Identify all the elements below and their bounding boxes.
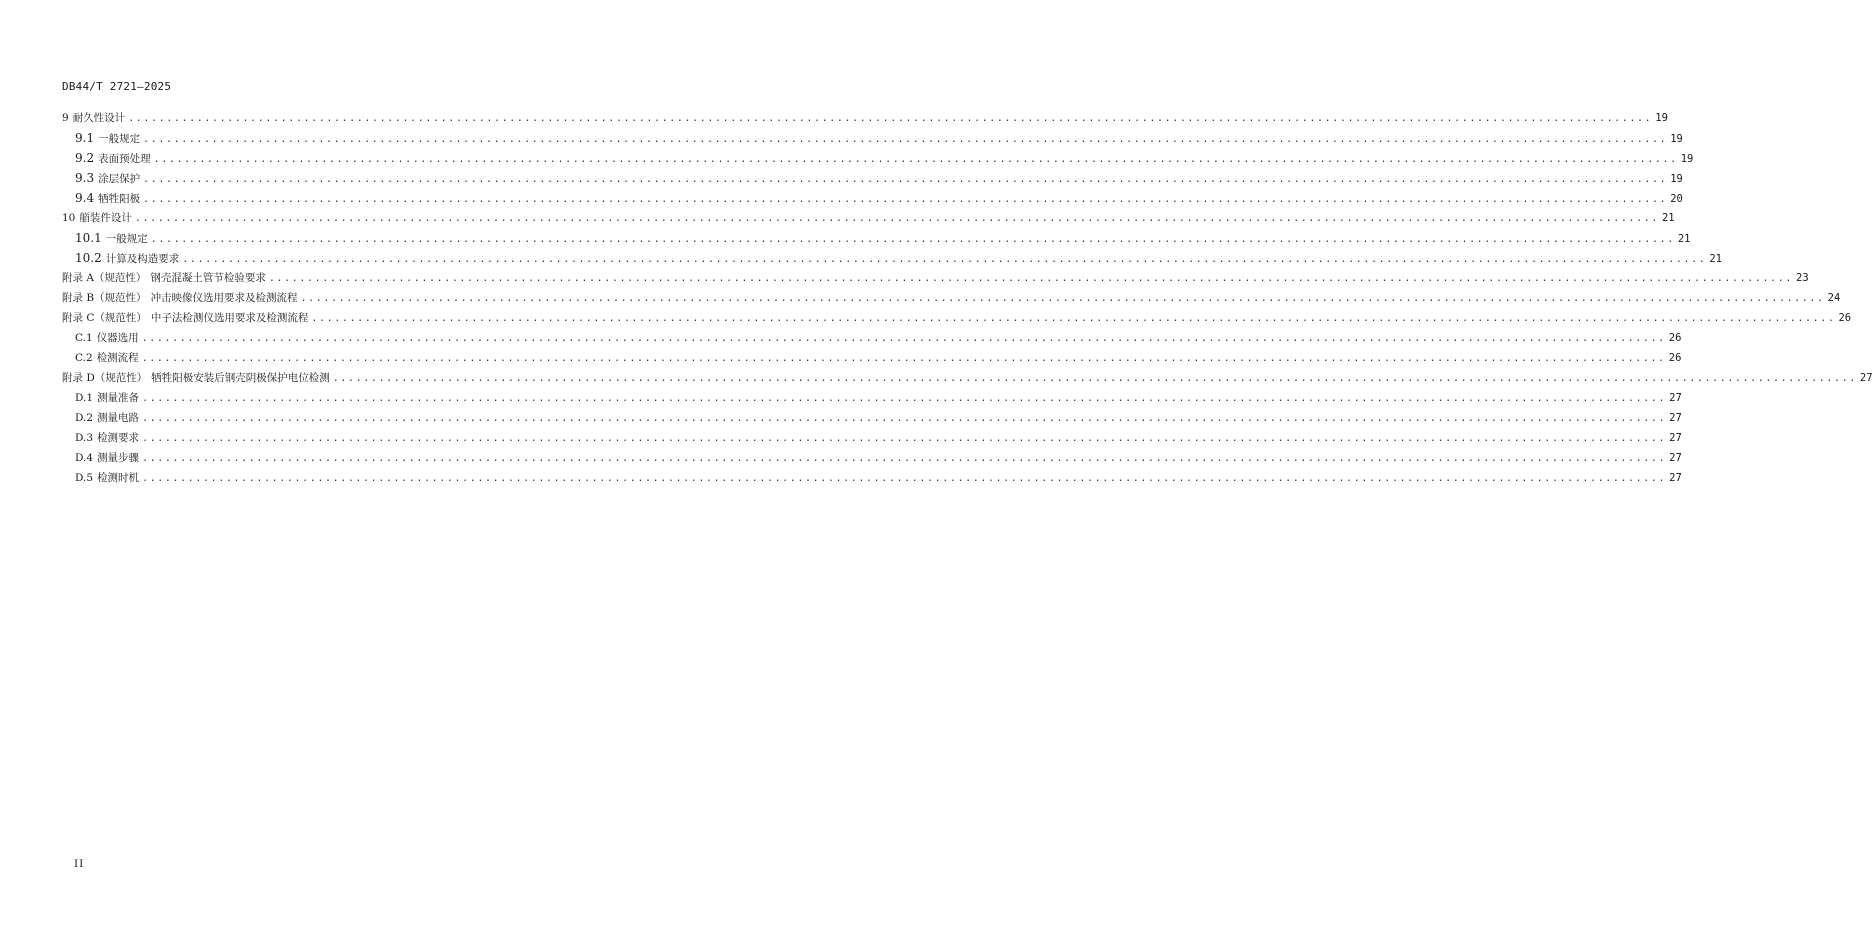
toc-entry-title: 检测要求 — [97, 432, 140, 444]
toc-entry-title: 测量电路 — [97, 412, 140, 424]
toc-dot-leader: ........................................................................................................................................................................................................ — [143, 174, 1668, 185]
toc-entry-page: 20 — [1670, 193, 1683, 205]
toc-entry-page: 27 — [1669, 432, 1682, 444]
toc-dot-leader: ........................................................................................................................................................................................................ — [332, 373, 1857, 384]
toc-dot-leader: ........................................................................................................................................................................................................ — [142, 453, 1667, 464]
toc-entry[interactable] — [62, 408, 1682, 428]
toc-entry-title: 钢壳混凝土管节检验要求 — [150, 272, 266, 284]
toc-dot-leader: ........................................................................................................................................................................................................ — [150, 234, 1675, 245]
toc-entry[interactable] — [62, 388, 1682, 408]
toc-entry-number: 10 — [62, 212, 76, 224]
toc-entry-page: 26 — [1668, 332, 1682, 344]
toc-entry[interactable] — [62, 368, 1873, 388]
toc-entry-page: 19 — [1680, 153, 1694, 165]
toc-entry-page: 19 — [1655, 112, 1668, 124]
toc-entry[interactable] — [62, 328, 1682, 348]
toc-dot-leader: ........................................................................................................................................................................................................ — [142, 413, 1667, 424]
toc-dot-leader: ........................................................................................................................................................................................................ — [153, 154, 1678, 165]
toc-dot-leader: ........................................................................................................................................................................................................ — [128, 113, 1653, 124]
toc-entry-number: D.2 — [75, 412, 94, 424]
table-of-contents — [62, 108, 1873, 488]
toc-entry-number: 9.3 — [75, 171, 95, 185]
toc-entry-number: C.2 — [75, 352, 93, 364]
toc-entry[interactable] — [62, 448, 1682, 468]
toc-entry[interactable] — [62, 128, 1683, 148]
toc-entry[interactable] — [62, 348, 1682, 368]
toc-entry-page: 21 — [1709, 253, 1722, 265]
toc-entry-page: 19 — [1670, 133, 1683, 145]
toc-entry[interactable] — [62, 228, 1691, 248]
toc-entry-page: 26 — [1838, 312, 1852, 324]
toc-entry-title: 耐久性设计 — [72, 112, 126, 124]
toc-entry-page: 27 — [1669, 472, 1682, 484]
toc-entry-title: 涂层保护 — [98, 173, 141, 185]
toc-entry-number: 9.1 — [75, 131, 95, 145]
toc-entry-number: D.5 — [75, 472, 94, 484]
toc-entry-title: 中子法检测仪选用要求及检测流程 — [150, 312, 309, 324]
toc-entry-title: 牺牲阳极 — [98, 193, 141, 205]
toc-entry-number: 10.2 — [75, 251, 102, 265]
toc-entry-title: 牺牲阳极安装后钢壳阴极保护电位检测 — [151, 372, 330, 384]
toc-entry[interactable] — [62, 468, 1682, 488]
toc-entry-page: 23 — [1796, 272, 1809, 284]
toc-entry[interactable] — [62, 108, 1668, 128]
toc-entry-number: C.1 — [75, 332, 93, 344]
toc-entry[interactable] — [62, 168, 1683, 188]
toc-dot-leader: ........................................................................................................................................................................................................ — [311, 313, 1836, 324]
toc-dot-leader: ........................................................................................................................................................................................................ — [141, 333, 1666, 344]
toc-entry-number: 附录 B（规范性） — [62, 292, 147, 304]
toc-dot-leader: ........................................................................................................................................................................................................ — [143, 194, 1668, 205]
toc-entry-title: 艏装件设计 — [79, 212, 132, 224]
toc-entry-title: 检测流程 — [96, 352, 139, 364]
toc-entry-title: 表面预处理 — [98, 153, 151, 165]
toc-entry[interactable] — [62, 148, 1694, 168]
toc-entry-page: 21 — [1661, 212, 1675, 224]
toc-dot-leader: ........................................................................................................................................................................................................ — [142, 393, 1667, 404]
toc-entry-title: 仪器选用 — [96, 332, 139, 344]
toc-entry-page: 26 — [1668, 352, 1682, 364]
toc-dot-leader: ........................................................................................................................................................................................................ — [268, 273, 1794, 284]
toc-entry-title: 一般规定 — [98, 133, 141, 145]
toc-dot-leader: ........................................................................................................................................................................................................ — [182, 254, 1707, 265]
toc-entry-page: 19 — [1670, 173, 1683, 185]
toc-entry-page: 27 — [1669, 392, 1682, 404]
toc-entry-number: 附录 A（规范性） — [62, 272, 147, 284]
toc-entry-page: 21 — [1677, 233, 1691, 245]
toc-dot-leader: ........................................................................................................................................................................................................ — [134, 213, 1659, 224]
toc-entry-number: 附录 D（规范性） — [62, 372, 148, 384]
toc-entry[interactable] — [62, 288, 1841, 308]
toc-entry-page: 27 — [1859, 372, 1873, 384]
toc-entry[interactable] — [62, 428, 1682, 448]
toc-entry[interactable] — [62, 188, 1683, 208]
toc-dot-leader: ........................................................................................................................................................................................................ — [141, 353, 1666, 364]
page-numeral: II — [74, 858, 85, 870]
toc-entry-title: 冲击映像仪选用要求及检测流程 — [150, 292, 298, 304]
toc-entry-page: 24 — [1827, 292, 1841, 304]
toc-entry-page: 27 — [1669, 412, 1682, 424]
toc-entry-number: D.4 — [75, 452, 94, 464]
document-code: DB44/T 2721—2025 — [62, 80, 172, 93]
toc-entry-number: D.3 — [75, 432, 94, 444]
toc-entry[interactable] — [62, 308, 1852, 328]
toc-dot-leader: ........................................................................................................................................................................................................ — [300, 293, 1825, 304]
toc-entry-title: 测量步骤 — [97, 452, 140, 464]
toc-entry-number: 9.4 — [75, 191, 95, 205]
toc-entry-page: 27 — [1669, 452, 1682, 464]
toc-dot-leader: ........................................................................................................................................................................................................ — [142, 433, 1667, 444]
toc-entry[interactable] — [62, 208, 1675, 228]
toc-entry-number: 附录 C（规范性） — [62, 312, 147, 324]
toc-entry-number: 9.2 — [75, 151, 95, 165]
toc-entry-number: 9 — [62, 112, 69, 124]
toc-dot-leader: ........................................................................................................................................................................................................ — [143, 134, 1668, 145]
toc-entry[interactable] — [62, 268, 1809, 288]
toc-entry-title: 计算及构造要求 — [105, 253, 180, 265]
toc-dot-leader: ........................................................................................................................................................................................................ — [142, 473, 1667, 484]
toc-entry-number: D.1 — [75, 392, 94, 404]
toc-entry-title: 一般规定 — [105, 233, 148, 245]
toc-entry-number: 10.1 — [75, 231, 102, 245]
toc-entry-title: 测量准备 — [97, 392, 140, 404]
toc-entry-title: 检测时机 — [97, 472, 140, 484]
toc-entry[interactable] — [62, 248, 1722, 268]
